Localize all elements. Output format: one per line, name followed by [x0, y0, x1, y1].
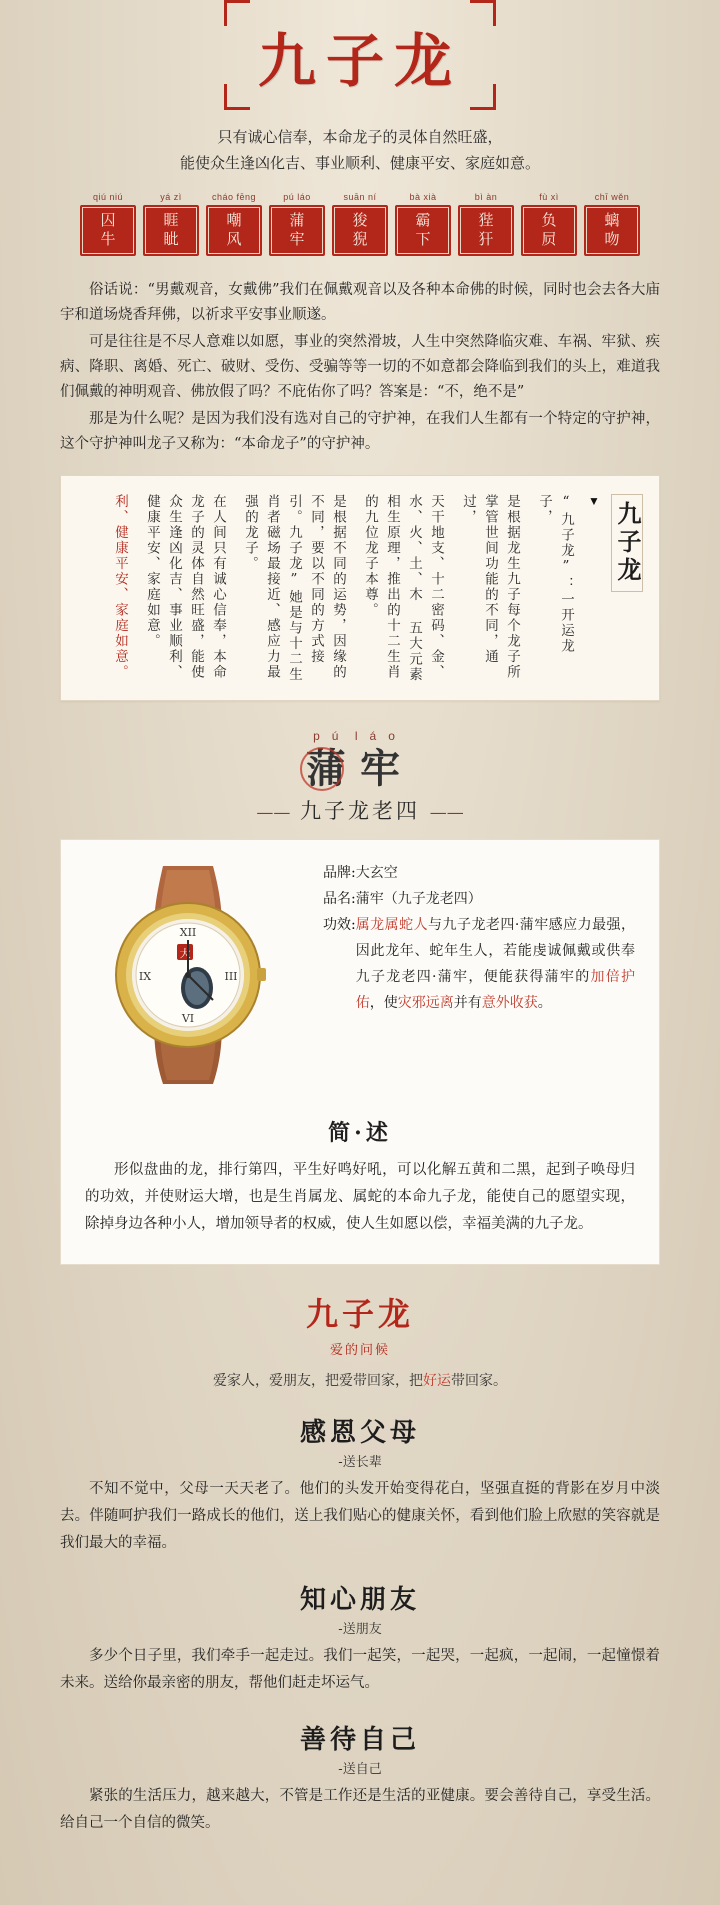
product-card — [60, 839, 660, 1265]
seal-box — [521, 205, 577, 256]
header-title-wrap — [0, 0, 720, 98]
seal-char-1: 螭 — [604, 211, 620, 229]
spec-name-label: 品名: — [323, 891, 356, 907]
seal-char-2: 犴 — [478, 230, 494, 248]
seal-pinyin: suān ní — [343, 192, 377, 202]
greeting-text: 不知不觉中，父母一天天老了。他们的头发开始变得花白，坚强直挺的背影在岁月中淡去。伴随呵护我们一路成长的他们，送上我们贴心的健康关怀，看到他们脸上欣慰的笑容就是我们最大的幸福。 — [60, 1481, 660, 1551]
nine-dragon-sons-seal-row — [60, 192, 660, 256]
effect-red-3: 灾邪远离 — [397, 995, 454, 1011]
svg-text:III: III — [224, 970, 238, 983]
seal-box — [458, 205, 514, 256]
pulao-pinyin-row — [0, 727, 720, 745]
greeting-block-friends — [60, 1579, 660, 1697]
greetings-lead-part2: 带回家。 — [451, 1373, 507, 1389]
effect-text-1: 与九子龙老四·蒲牢感应力最强，因此龙年、蛇年生人，若能虔诚佩戴或供奉九子龙老四·蒲牢，便能获得蒲牢的 — [355, 917, 636, 985]
seal-pinyin: qiú niú — [92, 192, 124, 202]
effect-red-1: 属龙属蛇人 — [355, 917, 429, 933]
vertical-panel-title-box — [611, 494, 643, 592]
seal-char-2: 牛 — [100, 230, 116, 248]
greetings-lead-part1: 爱家人，爱朋友，把爱带回家，把 — [213, 1373, 423, 1389]
pulao-pinyin-right: láo — [354, 729, 407, 743]
dash-left: —— — [256, 803, 291, 823]
seal-char-2: 吻 — [604, 230, 620, 248]
vertical-text-panel — [60, 475, 660, 701]
pulao-char-2: 牢 — [360, 745, 414, 792]
description-text: 形似盘曲的龙，排行第四，平生好鸣好吼，可以化解五黄和二黑，起到子唤母归的功效，并使财运大增，也是生肖属龙、属蛇的本命九子龙，能使自己的愿望实现，除掉身边各种小人，增加领导者的权威，使人生如愿以偿，幸福美满的九子龙。 — [85, 1162, 635, 1232]
seal-char-1: 蒲 — [289, 211, 305, 229]
subtitle-line-2: 能使众生逢凶化吉、事业顺利、健康平安、家庭如意。 — [179, 154, 540, 172]
header-subtitle — [0, 124, 720, 176]
corner-bracket-icon — [470, 0, 496, 26]
vertical-panel-title: 九子龙 — [613, 501, 642, 585]
spec-name-value: 蒲牢（九子龙老四） — [355, 891, 482, 907]
greeting-block-self — [60, 1719, 660, 1837]
product-specs — [323, 860, 635, 1090]
seal-char-1: 囚 — [100, 211, 116, 229]
page-title-text: 九子龙 — [257, 27, 462, 95]
description-title: 简·述 — [328, 1120, 392, 1146]
svg-text:IX: IX — [138, 970, 152, 983]
spec-effect-text — [356, 912, 635, 1016]
intro-paragraph-2: 可是往往是不尽人意难以如愿，事业的突然滑坡，人生中突然降临灾难、车祸、牢狱、疾病、降职、离婚、死亡、破财、受伤、受骗等等一切的不如意都会降临到我们的头上，难道我们佩戴的神明观音、佛放假了吗？不庇佑你了吗？答案是：“不，绝不是” — [60, 334, 660, 400]
seal-pinyin: bà xià — [409, 192, 437, 202]
intro-paragraph-1: 俗话说：“男戴观音，女戴佛”我们在佩戴观音以及各种本命佛的时候，同时也会去各大庙宇和道场烧香拜佛，以祈求平安事业顺遂。 — [60, 282, 660, 323]
seal-char-1: 霸 — [415, 211, 431, 229]
effect-text-4: 。 — [537, 995, 552, 1011]
greeting-recipient: -送自己 — [338, 1762, 382, 1777]
seal-box — [584, 205, 640, 256]
seal-char-2: 屃 — [541, 230, 557, 248]
corner-bracket-icon — [224, 0, 250, 26]
spec-effect-row — [323, 912, 635, 1016]
seal-char-1: 睚 — [163, 211, 179, 229]
effect-red-2: 加倍护佑 — [355, 969, 636, 1011]
pulao-char-1: 蒲 — [306, 745, 360, 792]
greeting-recipient: -送长辈 — [338, 1455, 382, 1470]
seal-box — [80, 205, 136, 256]
greeting-text-wrap — [60, 1643, 660, 1697]
svg-text:XII: XII — [179, 926, 197, 939]
vertical-column-4: 是根据不同的运势，因缘的不同，要以不同的方式接引。九子龙”她是与十二生肖者磁场最接近、感应力最强的龙子。 — [242, 494, 346, 683]
seal-pinyin: cháo fēng — [211, 192, 257, 202]
seal-pinyin: chī wěn — [594, 192, 630, 202]
seal-box — [206, 205, 262, 256]
greeting-text: 多少个日子里，我们牵手一起走过。我们一起笑，一起哭，一起疯，一起闹，一起憧憬着未来。送给你最亲密的朋友，帮他们赶走坏运气。 — [60, 1648, 660, 1691]
greetings-lead-highlight: 好运 — [423, 1373, 451, 1389]
pulao-subtitle-row — [0, 795, 720, 825]
corner-bracket-icon — [470, 84, 496, 110]
seal-item[interactable] — [80, 192, 136, 256]
subtitle-line-1: 只有诚心信奉，本命龙子的灵体自然旺盛， — [217, 128, 503, 146]
seal-char-2: 牢 — [289, 230, 305, 248]
effect-text-3: 并有 — [453, 995, 482, 1011]
greeting-heading: 知心朋友 — [299, 1585, 420, 1615]
seal-char-1: 狴 — [478, 211, 494, 229]
seal-box — [395, 205, 451, 256]
seal-item[interactable] — [143, 192, 199, 256]
seal-char-1: 负 — [541, 211, 557, 229]
vertical-column-5: 在人间只有诚心信奉，本命龙子的灵体自然旺盛，能使众生逢凶化吉、事业顺利、健康平安、家庭如意。 — [144, 494, 226, 680]
pulao-heading — [0, 727, 720, 825]
seal-item[interactable] — [521, 192, 577, 256]
seal-pinyin: yá zì — [160, 192, 182, 202]
watch-illustration-icon — [85, 860, 305, 1090]
effect-red-4: 意外收获 — [481, 995, 538, 1011]
page-title — [258, 14, 462, 98]
spec-effect-label: 功效: — [323, 917, 356, 933]
greeting-text: 紧张的生活压力，越来越大，不管是工作还是生活的亚健康。要会善待自己，享受生活。给自己一个自信的微笑。 — [60, 1788, 660, 1831]
svg-text:大: 大 — [179, 947, 191, 960]
seal-pinyin: bì àn — [474, 192, 498, 202]
seal-item[interactable] — [395, 192, 451, 256]
seal-item[interactable] — [206, 192, 262, 256]
vertical-column-2: 是根据龙生九子每个龙子所掌管世间功能的不同，通过， — [460, 494, 520, 680]
spec-brand-label: 品牌: — [323, 865, 356, 881]
seal-char-2: 风 — [226, 230, 242, 248]
description-body — [85, 1157, 635, 1238]
product-row — [85, 860, 635, 1090]
bottom-spacer — [0, 1837, 720, 1865]
greeting-heading: 善待自己 — [299, 1725, 420, 1755]
greetings-lead — [60, 1370, 660, 1390]
greetings-section — [60, 1289, 660, 1837]
vertical-column-1: “九子龙”：一开运龙子， — [536, 494, 574, 654]
spec-brand-row — [323, 860, 635, 886]
seal-item-pulao[interactable] — [269, 192, 325, 256]
seal-item[interactable] — [332, 192, 388, 256]
corner-bracket-icon — [224, 84, 250, 110]
seal-box — [269, 205, 325, 256]
greeting-block-parents — [60, 1412, 660, 1557]
dash-right: —— — [429, 803, 464, 823]
greeting-heading: 感恩父母 — [299, 1418, 420, 1448]
intro-text-block — [60, 278, 660, 457]
intro-paragraph-3: 那是为什么呢？是因为我们没有选对自己的守护神，在我们人生都有一个特定的守护神，这个守护神叫龙子又称为：“本命龙子”的守护神。 — [60, 411, 660, 452]
spec-brand-value: 大玄空 — [355, 865, 398, 881]
vertical-column-3: 天干地支、十二密码、金、水、火、土、木 五大元素相生原理，推出的十二生肖的九位龙子本尊。 — [362, 494, 444, 683]
seal-item[interactable] — [584, 192, 640, 256]
greeting-text-wrap — [60, 1783, 660, 1837]
greetings-title: 九子龙 — [305, 1295, 414, 1333]
seal-char-2: 下 — [415, 230, 431, 248]
greeting-recipient: -送朋友 — [338, 1622, 382, 1637]
product-image[interactable] — [85, 860, 305, 1090]
seal-pinyin: fù xì — [539, 192, 559, 202]
seal-box — [143, 205, 199, 256]
spec-name-row — [323, 886, 635, 912]
pulao-name — [306, 745, 414, 793]
greeting-text-wrap — [60, 1476, 660, 1557]
svg-text:VI: VI — [181, 1012, 195, 1025]
pulao-pinyin-left: pú — [313, 729, 351, 743]
effect-text-2: ，使 — [369, 995, 398, 1011]
pulao-subtitle: 九子龙老四 — [300, 799, 420, 823]
seal-pinyin: pú láo — [283, 192, 311, 202]
seal-char-1: 狻 — [352, 211, 368, 229]
seal-box — [332, 205, 388, 256]
greetings-subtitle: 爱的问候 — [329, 1343, 390, 1358]
circle-decoration-icon — [300, 747, 344, 791]
vertical-column-red: 利、健康平安、家庭如意。 — [112, 494, 128, 680]
seal-char-2: 猊 — [352, 230, 368, 248]
seal-char-2: 眦 — [163, 230, 179, 248]
seal-char-1: 嘲 — [226, 211, 242, 229]
seal-item[interactable] — [458, 192, 514, 256]
triangle-marker-icon: ▼ — [587, 494, 601, 508]
